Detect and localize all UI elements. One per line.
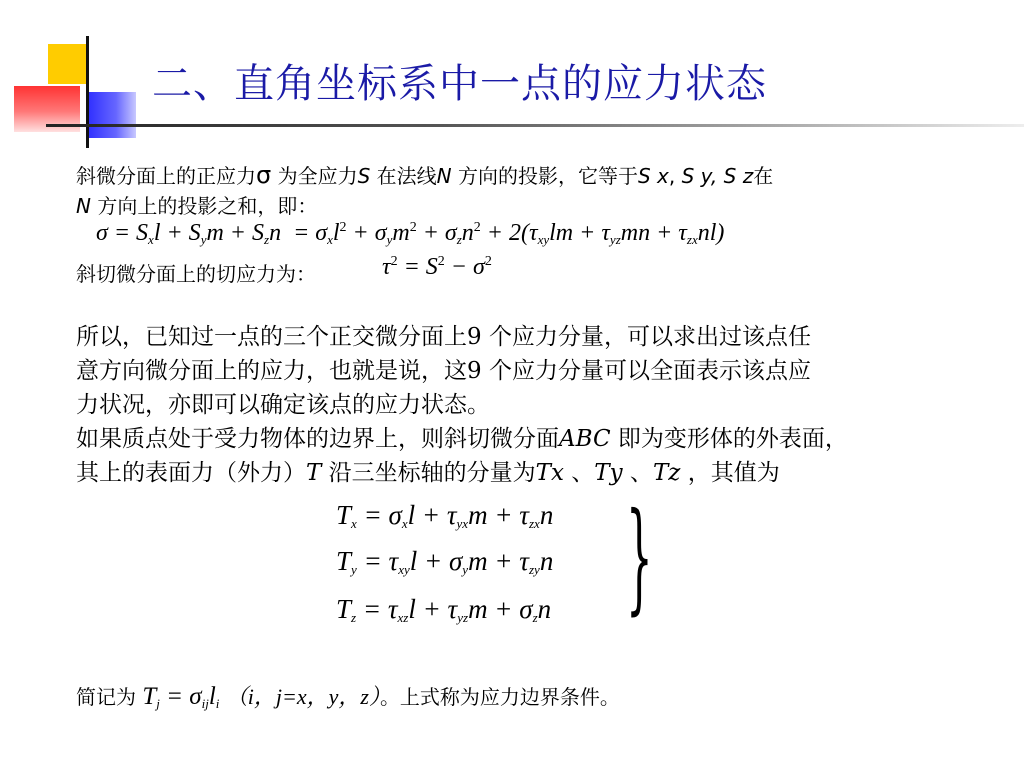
sys-sub: yz	[457, 610, 469, 625]
eq2-power: 2	[390, 254, 398, 269]
symbol-N: N	[76, 194, 91, 218]
sys-sub: y	[462, 562, 469, 577]
text-total-stress: 为全应力	[277, 164, 358, 188]
symbol-Sx: S x	[637, 164, 669, 188]
symbol-T: T	[306, 460, 322, 486]
eq1-term: nl)	[697, 220, 725, 246]
equation-boundary	[142, 683, 219, 710]
symbol-S: S	[357, 164, 371, 188]
text-at: 在	[753, 164, 774, 188]
eq2-tau: τ	[382, 254, 391, 280]
eq1-term: m + S	[206, 220, 264, 246]
shear-stress-label: 斜切微分面上的切应力为：	[76, 262, 316, 286]
eq1-term: + 2(τ	[486, 220, 538, 246]
slide-title: 二、直角坐标系中一点的应力状态	[152, 61, 767, 107]
text-outer-surface: 即为变形体的外表面，	[610, 426, 848, 452]
sys-sub: zx	[528, 516, 540, 531]
eq1-term: + σ	[352, 220, 387, 246]
sys-term: l + τ	[407, 500, 457, 530]
eq2-power: 2	[484, 254, 492, 269]
eq1-power: 2	[339, 220, 347, 235]
eq1-term: l	[332, 220, 340, 246]
text-boundary-condition: 。上式称为应力边界条件。	[379, 685, 620, 709]
text-boundary: 如果质点处于受力物体的边界上，则斜切微分面	[76, 426, 559, 452]
sum-sub: ij	[201, 696, 209, 711]
eq2-power: 2	[437, 254, 445, 269]
eq1-term: mn + τ	[620, 220, 687, 246]
sum-sub: j	[156, 696, 160, 711]
decor-blue-square	[86, 92, 136, 138]
sys-term: l + τ	[408, 594, 458, 624]
system-row-y	[336, 546, 553, 578]
title-underline	[46, 124, 1024, 127]
eq1-term: n	[269, 220, 282, 246]
right-brace: }	[626, 488, 653, 627]
sys-term: l + σ	[409, 546, 463, 576]
sigma-symbol: σ	[256, 161, 272, 189]
system-row-z	[336, 594, 551, 626]
para3-line1	[76, 420, 848, 453]
eq1-sub: zx	[686, 232, 698, 247]
separator: 、	[563, 460, 595, 486]
sys-T: T	[336, 500, 352, 530]
para2-line: 力状况，亦即可以确定该点的应力状态。	[76, 392, 490, 418]
symbol-Tx: Tx	[535, 460, 564, 486]
eq1-sub: yz	[609, 232, 621, 247]
equation-shear-stress	[382, 254, 492, 281]
symbol-Ty: Ty	[594, 460, 623, 486]
para2-line: 意方向微分面上的应力，也就是说，这9 个应力分量可以全面表示该点应	[76, 358, 811, 384]
para1-line1	[76, 160, 773, 189]
summary-line	[76, 680, 620, 712]
symbol-Tz: Tz	[652, 460, 681, 486]
sys-sub: zy	[528, 562, 540, 577]
eq2-term: = S	[403, 254, 438, 280]
symbol-N: N	[436, 164, 452, 188]
eq1-term: lm + τ	[549, 220, 610, 246]
text-surface-force: 其上的表面力（外力）	[76, 460, 306, 486]
system-row-x	[336, 500, 553, 532]
decor-vertical-line	[86, 36, 89, 148]
sys-sub: xy	[398, 562, 410, 577]
sys-sub: x	[401, 516, 408, 531]
symbol-Sy: S y,	[681, 164, 718, 188]
sys-sub: yx	[456, 516, 469, 531]
text-components: 沿三坐标轴的分量为	[321, 460, 536, 486]
separator: 、	[622, 460, 653, 486]
symbol-ABC: ABC	[559, 426, 611, 452]
text-projection: 方向的投影，它等于	[457, 164, 638, 188]
decor-yellow-square	[48, 44, 86, 84]
eq1-power: 2	[473, 220, 481, 235]
sys-term: n	[539, 500, 554, 530]
comma: ,	[668, 164, 676, 188]
text-normal-line: 在法线	[376, 164, 437, 188]
sum-T: T	[142, 683, 157, 710]
eq1-lhs: σ = S	[96, 220, 149, 246]
equation-normal-stress	[96, 220, 724, 248]
sys-term: n	[539, 546, 554, 576]
sum-term: = σ	[166, 683, 202, 710]
sys-sub: z	[532, 610, 538, 625]
text-sum-of-projections: 方向上的投影之和，即：	[97, 194, 318, 218]
eq1-term: m	[392, 220, 410, 246]
eq1-power: 2	[409, 220, 417, 235]
eq2-term: − σ	[450, 254, 485, 280]
sys-term: m + σ	[468, 594, 533, 624]
sum-sub: i	[215, 696, 220, 711]
eq1-sub: x	[327, 232, 333, 247]
para2-line: 所以，已知过一点的三个正交微分面上9 个应力分量，可以求出过该点任	[76, 324, 811, 350]
sys-sub: xz	[397, 610, 409, 625]
sys-term: m + τ	[468, 500, 529, 530]
eq1-term: l + S	[153, 220, 201, 246]
para1-line2	[76, 190, 317, 219]
text-abbreviated: 简记为	[76, 685, 136, 709]
symbol-Sz: S z	[723, 164, 754, 188]
index-condition: （i，j=x，y，z）	[225, 684, 380, 709]
sys-term: = σ	[363, 500, 402, 530]
eq1-sub: x	[148, 232, 154, 247]
sys-sub: x	[351, 516, 357, 531]
eq1-term: + σ	[422, 220, 457, 246]
sys-term: = τ	[362, 594, 398, 624]
sys-term: m + τ	[468, 546, 529, 576]
text-values: ，其值为	[680, 460, 780, 486]
eq1-term: n	[461, 220, 474, 246]
eq1-sub: y	[386, 232, 393, 247]
eq1-sub: z	[264, 232, 270, 247]
para3-line2	[76, 454, 780, 487]
eq1-sub: y	[200, 232, 207, 247]
sum-term: l	[208, 683, 216, 710]
sys-T: T	[336, 594, 352, 624]
sys-term: n	[537, 594, 552, 624]
sys-term: = τ	[363, 546, 399, 576]
sys-sub: y	[351, 562, 357, 577]
eq1-sub: xy	[537, 232, 550, 247]
text-normal-stress: 斜微分面上的正应力	[76, 164, 256, 188]
sys-sub: z	[351, 610, 357, 625]
sys-T: T	[336, 546, 352, 576]
eq1-sub: z	[456, 232, 462, 247]
eq1-rhs: = σ	[293, 220, 328, 246]
